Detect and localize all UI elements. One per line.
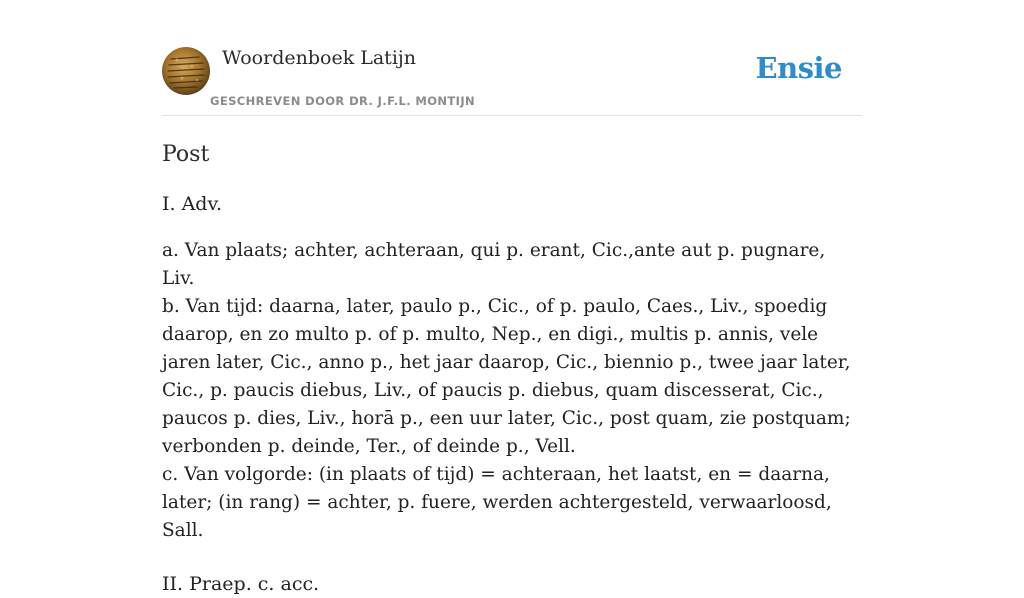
- entry-lemma: Post: [162, 142, 210, 167]
- section-heading-praep: II. Praep. c. acc.: [162, 573, 320, 595]
- definition-line-c: c. Van volgorde: (in plaats of tijd) = achteraan, het laatst, en = daarna, later; (in rang) = achter, p. fuere, werden achtergesteld, verwaarloosd, Sall.: [162, 464, 832, 541]
- book-title[interactable]: Woordenboek Latijn: [222, 47, 417, 69]
- entry-content: [162, 140, 862, 598]
- definition-line-a: a. Van plaats; achter, achteraan, qui p. erant, Cic.,ante aut p. pugnare, Liv.: [162, 240, 826, 289]
- site-header: [162, 46, 862, 116]
- section-heading-adv: I. Adv.: [162, 193, 222, 215]
- definition-line-b: b. Van tijd: daarna, later, paulo p., Cic., of p. paulo, Caes., Liv., spoedig daarop, en zo multo p. of p. multo, Nep., en digi., multis p. annis, vele jaren later, Cic., anno p., het jaar daarop, Cic., biennio p., twee jaar later, Cic., p. paucis diebus, Liv., of paucis p. diebus, quam discesserat, Cic., paucos p. dies, Liv., horā p., een uur later, Cic., post quam, zie postquam; verbonden p. deinde, Ter., of deinde p., Vell.: [162, 296, 851, 457]
- bronze-inscription-tablet-icon[interactable]: [162, 47, 210, 95]
- ensie-logo-link[interactable]: Ensie: [755, 51, 842, 85]
- author-byline: GESCHREVEN DOOR DR. J.F.L. MONTIJN: [210, 94, 476, 108]
- definition-paragraph: [162, 237, 862, 545]
